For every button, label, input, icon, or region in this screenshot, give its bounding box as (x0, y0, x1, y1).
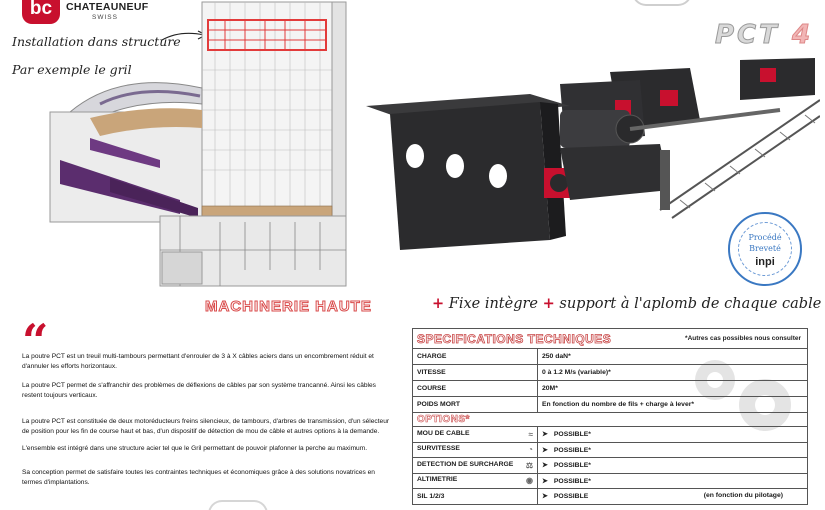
theatre-cutaway-illustration (30, 0, 350, 290)
check-icon: ➤ (542, 462, 548, 470)
logo-name: CHATEAUNEUF (66, 1, 149, 13)
installation-label: Installation dans structure (12, 34, 181, 49)
bottom-decoration (208, 500, 268, 510)
option-label-cell (413, 458, 538, 474)
patent-stamp (728, 212, 802, 286)
option-label: SIL 1/2/3 (417, 492, 445, 500)
options-title-cell (413, 413, 808, 427)
option-value: POSSIBLE* (553, 462, 591, 470)
table-row (413, 489, 808, 505)
option-label-cell (413, 489, 538, 505)
description-paragraph-1: La poutre PCT est un treuil multi-tambours permettant d'enrouler de 3 à X câbles aciers dans un encombrement réduit et d'annuler les efforts horizontaux. (22, 353, 374, 370)
option-value-cell (538, 427, 808, 443)
table-row (413, 349, 808, 365)
spec-label: CHARGE (413, 349, 538, 365)
options-header-row (413, 413, 808, 427)
option-label: DETECTION DE SURCHARGE (417, 460, 514, 468)
description-paragraph-5: Sa conception permet de satisfaire toutes les contraintes techniques et économiques grâce à des solutions novatrices en termes d'implantations. (22, 469, 375, 486)
camera-icon: ◉ (526, 476, 533, 486)
top-decoration (632, 0, 692, 6)
specifications-table (412, 328, 808, 505)
description-paragraph-2: La poutre PCT permet de s'affranchir des problèmes de déflexions de câbles par son système trancanné. Ainsi les câbles restent toujours verticaux. (22, 382, 376, 399)
option-label: MOU DE CABLE (417, 429, 470, 437)
option-value: POSSIBLE (553, 493, 589, 501)
logo-subtitle: SWISS (92, 14, 118, 21)
plus-icon: + (432, 295, 445, 312)
spec-value: 250 daN* (538, 349, 808, 365)
quote-mark-icon: “ (22, 314, 49, 368)
spec-value: 20M* (538, 381, 808, 397)
pct-title-text: PCT (715, 20, 780, 50)
option-value: POSSIBLE* (553, 431, 591, 439)
speed-gauge-icon: ◔ (528, 445, 533, 455)
option-label-cell (413, 427, 538, 443)
fixe-integre-label (432, 295, 821, 312)
spec-header (412, 328, 808, 348)
options-title: OPTIONS* (417, 414, 470, 425)
check-icon: ➤ (542, 493, 548, 501)
check-icon: ➤ (542, 431, 548, 439)
table-row (413, 473, 808, 489)
spec-label: VITESSE (413, 365, 538, 381)
stamp-logo: inpi (755, 256, 775, 268)
option-label-cell (413, 473, 538, 489)
spec-value: En fonction du nombre de fils + charge à lever* (538, 397, 808, 413)
table-row (413, 397, 808, 413)
support-aplomb-text: support à l'aplomb de chaque cable (559, 296, 822, 312)
weight-icon: ⚖ (525, 460, 533, 470)
check-icon: ➤ (542, 446, 548, 454)
gril-label: Par exemple le gril (12, 62, 132, 77)
option-extra-note: (en fonction du pilotage) (703, 492, 783, 500)
machinerie-haute-title: MACHINERIE HAUTE (205, 298, 372, 315)
logo-badge: bc (22, 0, 60, 24)
description-paragraph-3: La poutre PCT est constituée de deux motoréducteurs freins silencieux, de tambours, d'arbres de transmission, d'un sélecteur de position pour les fin de course haut et bas, d'un dispositif de détection de mou de câble et autres options à la demande. (22, 418, 390, 435)
stamp-line1: Procédé (748, 233, 782, 242)
table-row (413, 442, 808, 458)
table-row (413, 381, 808, 397)
option-value: POSSIBLE* (553, 477, 591, 485)
option-value-cell (538, 458, 808, 474)
option-label: SURVITESSE (417, 445, 460, 453)
description-paragraph-4: L'ensemble est intégré dans une structure acier tel que le Gril permettant de pouvoir plafonner la perche au maximum. (22, 445, 368, 452)
option-label: ALTIMETRIE (417, 476, 458, 484)
fixe-integre-text: Fixe intègre (448, 296, 539, 312)
spec-grid (412, 348, 808, 505)
option-value: POSSIBLE* (553, 446, 591, 454)
spec-title: SPECIFICATIONS TECHNIQUES (417, 332, 612, 346)
table-row (413, 427, 808, 443)
option-label-cell (413, 442, 538, 458)
option-value-cell (538, 442, 808, 458)
cable-icon: ≈ (528, 429, 533, 439)
spec-value: 0 à 1.2 M/s (variable)* (538, 365, 808, 381)
stamp-line2: Breveté (749, 244, 781, 253)
pct-title-number: 4 (791, 20, 814, 50)
spec-note: *Autres cas possibles nous consulter (685, 335, 801, 342)
check-icon: ➤ (542, 477, 548, 485)
plus-icon: + (542, 295, 555, 312)
table-row (413, 365, 808, 381)
table-row (413, 458, 808, 474)
spec-label: POIDS MORT (413, 397, 538, 413)
spec-label: COURSE (413, 381, 538, 397)
option-value-cell (538, 489, 808, 505)
option-value-cell (538, 473, 808, 489)
